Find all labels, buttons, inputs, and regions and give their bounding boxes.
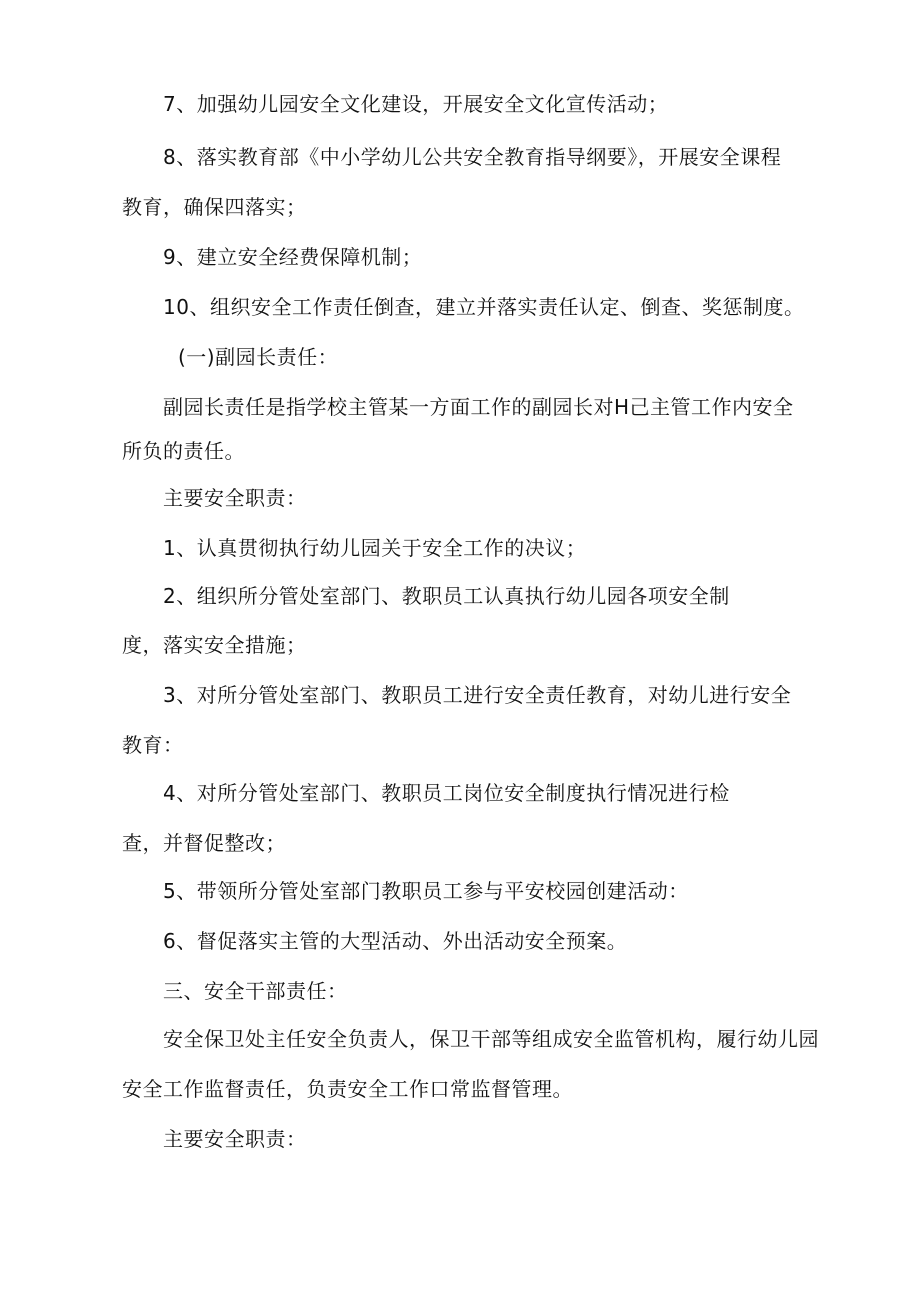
text-line: 查，并督促整改； <box>122 831 286 855</box>
text-line: 1、认真贯彻执行幼儿园关于安全工作的决议； <box>163 536 587 560</box>
text-line: 所负的责任。 <box>122 439 245 463</box>
subheading: 主要安全职责： <box>163 486 307 510</box>
text-line: 安全工作监督责任，负责安全工作口常监督管理。 <box>122 1077 573 1101</box>
text-line: 7、加强幼儿园安全文化建设，开展安全文化宣传活动； <box>163 92 669 116</box>
text-line: 教育： <box>122 733 184 757</box>
text-line: 度，落实安全措施； <box>122 633 307 657</box>
section-heading: 三、安全干部责任： <box>163 979 348 1003</box>
text-line: 教育，确保四落实； <box>122 195 307 219</box>
text-line: 10、组织安全工作责任倒查，建立并落实责任认定、倒查、奖惩制度。 <box>163 295 805 319</box>
text-line: 副园长责任是指学校主管某一方面工作的副园长对H己主管工作内安全 <box>163 395 794 419</box>
subheading: 主要安全职责： <box>163 1127 307 1151</box>
text-line: 3、对所分管处室部门、教职员工进行安全责任教育，对幼儿进行安全 <box>163 683 792 707</box>
text-line: 4、对所分管处室部门、教职员工岗位安全制度执行情况进行检 <box>163 781 730 805</box>
text-line: 2、组织所分管处室部门、教职员工认真执行幼儿园各项安全制 <box>163 584 730 608</box>
text-line: 安全保卫处主任安全负责人，保卫干部等组成安全监管机构，履行幼儿园 <box>163 1027 819 1051</box>
text-line: 5、带领所分管处室部门教职员工参与平安校园创建活动： <box>163 879 689 903</box>
text-line: 8、落实教育部《中小学幼儿公共安全教育指导纲要》，开展安全课程 <box>163 145 782 169</box>
text-line: 9、建立安全经费保障机制； <box>163 245 423 269</box>
section-heading: (一)副园长责任： <box>178 345 339 369</box>
text-line: 6、督促落实主管的大型活动、外出活动安全预案。 <box>163 929 628 953</box>
